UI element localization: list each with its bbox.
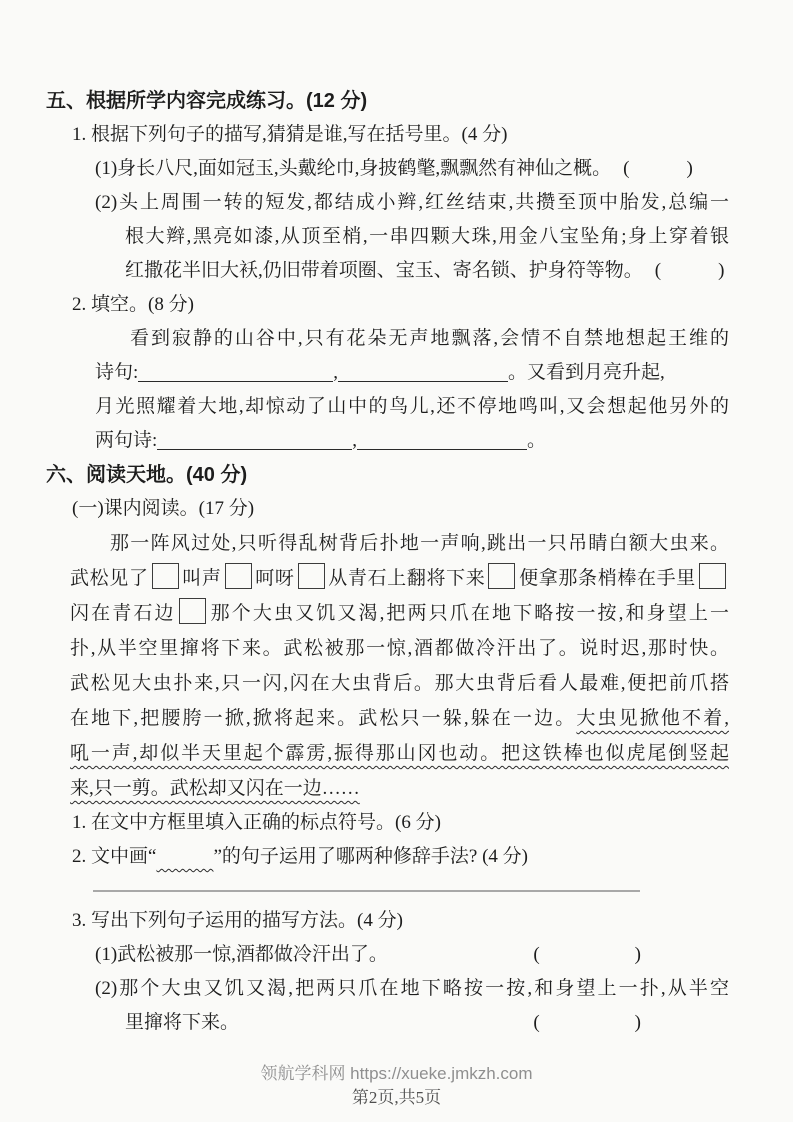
passage-line-2	[70, 561, 729, 596]
passage-line-8	[70, 771, 729, 806]
page-footer	[0, 1062, 793, 1110]
passage-text: 叫声	[181, 568, 222, 589]
s6-q2-label	[72, 840, 729, 874]
passage-text: 武松见了	[70, 568, 149, 589]
s6-q1-label: 1. 在文中方框里填入正确的标点符号。(6 分)	[72, 812, 441, 833]
answer-blank	[138, 359, 333, 382]
section5-heading: 五、根据所学内容完成练习。(12 分)	[46, 90, 368, 112]
fill-comma: ,	[352, 430, 358, 451]
footer-site-url: 领航学科网 https://xueke.jmkzh.com	[260, 1064, 533, 1083]
punctuation-box	[152, 563, 179, 589]
s5-q1-item1-line	[95, 152, 729, 186]
fill-suffix: 。又看到月亮升起,	[508, 362, 665, 383]
passage-text: 闪在青石边	[70, 603, 176, 624]
s5-q1-item2-line2: 根大辫,黑亮如漆,从顶至梢,一串四颗大珠,用金八宝坠角;身上穿着银	[125, 226, 729, 247]
s5-q1-item2-text: 红撒花半旧大袄,仍旧带着项圈、宝玉、寄名锁、护身符等物。	[125, 260, 643, 281]
wavy-line-mark	[156, 846, 213, 867]
s6-q2-after: ”的句子运用了哪两种修辞手法? (4 分)	[213, 846, 528, 867]
answer-paren: ( )	[623, 158, 693, 179]
s5-q2-fill-line1	[95, 356, 729, 390]
s5-q2-fill-line2	[95, 424, 729, 458]
fill-prefix: 诗句:	[95, 362, 139, 383]
punctuation-box	[225, 563, 252, 589]
passage-line-4	[70, 631, 729, 666]
fill-prefix: 两句诗:	[95, 430, 158, 451]
s5-q2-label: 2. 填空。(8 分)	[72, 294, 194, 315]
s5-q1-item1-text: (1)身长八尺,面如冠玉,头戴纶巾,身披鹤氅,飘飘然有神仙之概。	[95, 158, 612, 179]
punctuation-box	[179, 598, 206, 624]
s6-q3-item2-line1: (2)那个大虫又饥又渴,把两只爪在地下略按一按,和身望上一扑,从半空	[95, 978, 729, 999]
wavy-underlined-text: 吼一声,却似半天里起个霹雳,振得那山冈也动。把这铁棒也似虎尾倒竖起	[70, 743, 729, 764]
passage-text: 从青石上翻将下来	[327, 568, 486, 589]
punctuation-box	[488, 563, 515, 589]
passage-text: 扑,从半空里撺将下来。武松被那一惊,酒都做冷汗出了。说时迟,那时快。	[70, 638, 729, 659]
s5-q1-item2-line1: (2)头上周围一转的短发,都结成小辫,红丝结束,共攒至顶中胎发,总编一	[95, 192, 729, 213]
s6-q3-item1-text: (1)武松被那一惊,酒都做冷汗出了。	[95, 944, 388, 965]
passage-line-3	[70, 596, 729, 631]
s6-subheading: (一)课内阅读。(17 分)	[72, 498, 255, 519]
passage-text: 呵呀	[254, 568, 295, 589]
passage-text: 在地下,把腰胯一掀,掀将起来。武松只一躲,躲在一边。	[70, 708, 577, 729]
s6-q3-item2-line2	[125, 1006, 729, 1040]
s6-q3-item1-line	[95, 938, 729, 972]
s5-q1-item2-line3	[125, 254, 729, 288]
s6-q2-before: 2. 文中画“	[72, 846, 157, 867]
passage-line-7	[70, 736, 729, 771]
s6-q3-label: 3. 写出下列句子运用的描写方法。(4 分)	[72, 910, 403, 931]
passage-line-6	[70, 701, 729, 736]
passage-line-1	[70, 526, 729, 561]
s6-q3-item2-text: 里撺将下来。	[125, 1012, 240, 1033]
answer-blank	[338, 359, 508, 382]
punctuation-box	[298, 563, 325, 589]
passage-text: 那个大虫又饥又渴,把两只爪在地下略按一按,和身望上一	[208, 603, 729, 624]
fill-suffix: 。	[527, 430, 547, 451]
s5-q2-paragraph-line2: 月光照耀着大地,却惊动了山中的鸟儿,还不停地鸣叫,又会想起他另外的	[95, 396, 729, 417]
s5-q1-label: 1. 根据下列句子的描写,猜猜是谁,写在括号里。(4 分)	[72, 124, 508, 145]
answer-blank	[357, 427, 527, 450]
passage-line-5	[70, 666, 729, 701]
answer-rule	[93, 890, 640, 892]
answer-paren: ( )	[654, 260, 725, 281]
s5-q2-paragraph-line1: 看到寂静的山谷中,只有花朵无声地飘落,会情不自禁地想起王维的	[130, 328, 729, 349]
footer-page-indicator: 第2页,共5页	[351, 1088, 442, 1107]
answer-paren: ( )	[533, 944, 641, 965]
wavy-underlined-text: 大虫见掀他不着,	[576, 708, 729, 729]
reading-passage	[70, 526, 729, 806]
answer-paren: ( )	[533, 1012, 641, 1033]
answer-blank	[157, 427, 352, 450]
punctuation-box	[699, 563, 726, 589]
passage-text: 那一阵风过处,只听得乱树背后扑地一声响,跳出一只吊睛白额大虫来。	[110, 533, 729, 554]
fill-comma: ,	[333, 362, 339, 383]
passage-text: 便拿那条梢棒在手里	[518, 568, 696, 589]
passage-text: 武松见大虫扑来,只一闪,闪在大虫背后。那大虫背后看人最难,便把前爪搭	[70, 673, 729, 694]
wavy-underlined-text: 来,只一剪。武松却又闪在一边……	[70, 778, 360, 799]
section6-heading: 六、阅读天地。(40 分)	[46, 464, 248, 486]
